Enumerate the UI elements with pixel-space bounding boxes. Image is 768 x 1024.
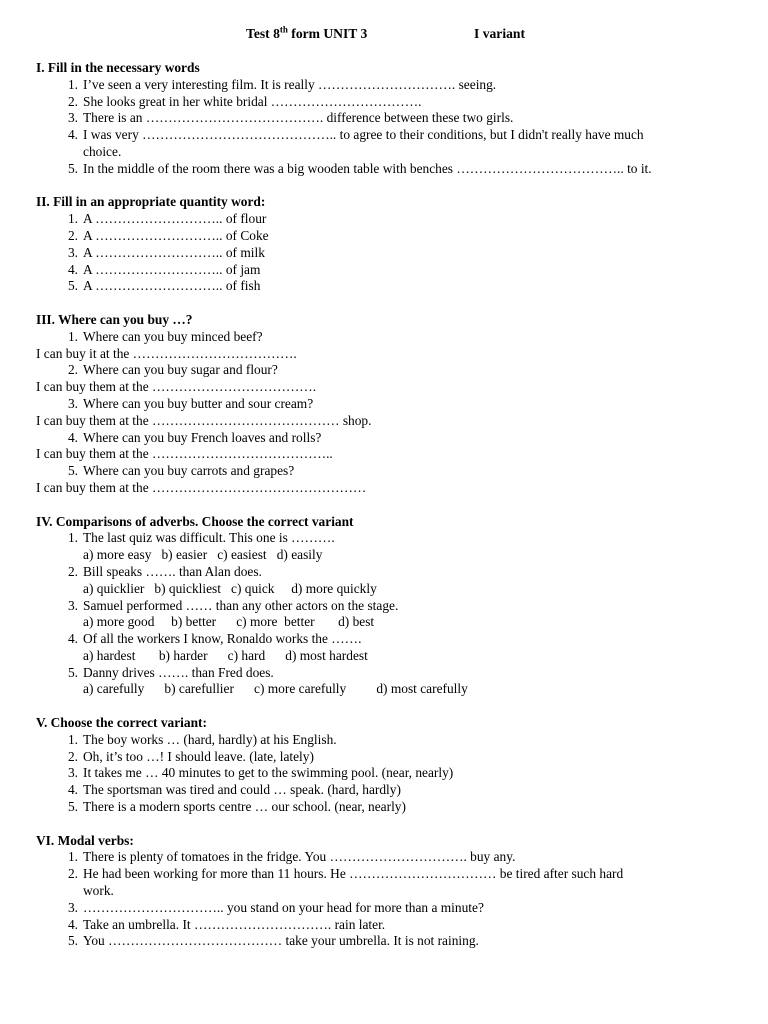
answer-options [36,547,746,564]
answer-options [36,648,746,665]
question-line [36,782,746,799]
line-text: The sportsman was tired and could … speak. (hard, hardly) [83,782,401,798]
line-text: Where can you buy carrots and grapes? [83,463,295,479]
question-line [36,765,746,782]
item-number: 4. [67,916,78,932]
question-line [36,463,746,480]
question-line [36,917,746,934]
line-text: Where can you buy sugar and flour? [83,362,278,378]
answer-line [36,446,746,463]
line-text: Of all the workers I know, Ronaldo works the ……. [83,631,362,647]
question-line [36,732,746,749]
question-line [36,144,746,161]
test-title: Test 8th form UNIT 3 [246,24,368,41]
item-number: 1. [67,849,78,865]
question-line [36,631,746,648]
item-number: 3. [67,899,78,915]
item-number: 4. [67,127,78,143]
line-text: a) more easy b) easier c) easiest d) easily [83,547,323,563]
question-line [36,211,746,228]
line-text: a) quicklier b) quickliest c) quick d) more quickly [83,580,377,596]
line-text: Oh, it’s too …! I should leave. (late, lately) [83,748,314,764]
item-number: 1. [67,328,78,344]
line-text: It takes me … 40 minutes to get to the swimming pool. (near, nearly) [83,765,454,781]
line-text: The boy works … (hard, hardly) at his English. [83,731,337,747]
section-title: V. Choose the correct variant: [36,715,207,731]
question-line [36,362,746,379]
section-title: II. Fill in an appropriate quantity word: [36,194,266,210]
item-number: 2. [67,227,78,243]
answer-line [36,480,746,497]
section-title: III. Where can you buy …? [36,311,193,327]
item-number: 4. [67,782,78,798]
item-number: 5. [67,278,78,294]
question-line [36,598,746,615]
answer-line [36,346,746,363]
item-number: 3. [67,765,78,781]
line-text: a) carefully b) carefullier c) more carefully d) most carefully [83,681,468,697]
answer-line [36,379,746,396]
line-text: ………………………….. you stand on your head for more than a minute? [83,899,484,915]
question-line [36,866,746,883]
line-text: a) more good b) better c) more better d) best [83,614,375,630]
line-text: I can buy it at the ………………………………. [36,345,297,361]
line-text: I can buy them at the ………………………………….. [36,446,333,462]
question-line [36,262,746,279]
answer-options [36,614,746,631]
line-text: You ………………………………… take your umbrella. It is not raining. [83,933,479,949]
line-text: A ……………………….. of milk [83,244,265,260]
item-number: 3. [67,395,78,411]
exercise-section [36,60,746,178]
line-text: I can buy them at the ………………………………. [36,379,317,395]
item-number: 3. [67,597,78,613]
question-line [36,849,746,866]
question-line [36,900,746,917]
item-number: 2. [67,748,78,764]
line-text: A ……………………….. of jam [83,261,261,277]
item-number: 1. [67,76,78,92]
line-text: A ……………………….. of flour [83,211,267,227]
item-number: 2. [67,362,78,378]
line-text: A ……………………….. of Coke [83,227,269,243]
question-line [36,94,746,111]
item-number: 5. [67,799,78,815]
item-number: 2. [67,93,78,109]
question-line [36,749,746,766]
variant-label: I variant [474,26,525,41]
item-number: 4. [67,631,78,647]
exercise-section [36,514,746,699]
question-line [36,665,746,682]
question-line [36,110,746,127]
answer-options [36,681,746,698]
line-text: choice. [83,143,122,159]
item-number: 5. [67,463,78,479]
item-number: 4. [67,429,78,445]
section-title: IV. Comparisons of adverbs. Choose the correct variant [36,513,354,529]
section-title: VI. Modal verbs: [36,832,134,848]
item-number: 5. [67,933,78,949]
question-line [36,933,746,950]
line-text: Danny drives ……. than Fred does. [83,664,274,680]
exercise-section [36,312,746,497]
line-text: There is a modern sports centre … our school. (near, nearly) [83,799,406,815]
question-line [36,530,746,547]
line-text: Take an umbrella. It …………………………. rain later. [83,916,386,932]
line-text: I can buy them at the …………………………………… shop. [36,412,372,428]
line-text: Where can you buy minced beef? [83,328,263,344]
line-text: a) hardest b) harder c) hard d) most hardest [83,647,368,663]
question-line [36,430,746,447]
item-number: 5. [67,664,78,680]
line-text: work. [83,883,114,899]
line-text: Where can you buy French loaves and rolls? [83,429,322,445]
line-text: In the middle of the room there was a big wooden table with benches ……………………………….. to it. [83,160,652,176]
question-line [36,883,746,900]
exercise-section [36,715,746,816]
item-number: 1. [67,731,78,747]
item-number: 2. [67,563,78,579]
item-number: 1. [67,211,78,227]
line-text: Samuel performed …… than any other actors on the stage. [83,597,399,613]
line-text: A ……………………….. of fish [83,278,261,294]
question-line [36,127,746,144]
exercise-list [36,60,746,967]
exercise-section [36,833,746,951]
answer-line [36,413,746,430]
line-text: He had been working for more than 11 hours. He …………………………… be tired after such hard [83,866,624,882]
question-line [36,564,746,581]
question-line [36,77,746,94]
item-number: 3. [67,244,78,260]
line-text: She looks great in her white bridal ……………………………. [83,93,422,109]
line-text: I’ve seen a very interesting film. It is really …………………………. seeing. [83,76,497,92]
line-text: Where can you buy butter and sour cream? [83,395,314,411]
item-number: 1. [67,530,78,546]
question-line [36,245,746,262]
line-text: Bill speaks ……. than Alan does. [83,563,262,579]
exercise-section [36,194,746,295]
item-number: 5. [67,160,78,176]
line-text: There is plenty of tomatoes in the fridge. You …………………………. buy any. [83,849,516,865]
question-line [36,228,746,245]
line-text: I was very …………………………………….. to agree to their conditions, but I didn't really have much [83,127,644,143]
question-line [36,329,746,346]
item-number: 3. [67,110,78,126]
line-text: There is an …………………………………. difference between these two girls. [83,110,514,126]
line-text: I can buy them at the ………………………………………… [36,479,367,495]
question-line [36,799,746,816]
item-number: 4. [67,261,78,277]
section-title: I. Fill in the necessary words [36,60,200,75]
item-number: 2. [67,866,78,882]
question-line [36,396,746,413]
question-line [36,161,746,178]
line-text: The last quiz was difficult. This one is ………. [83,530,335,546]
answer-options [36,581,746,598]
question-line [36,278,746,295]
